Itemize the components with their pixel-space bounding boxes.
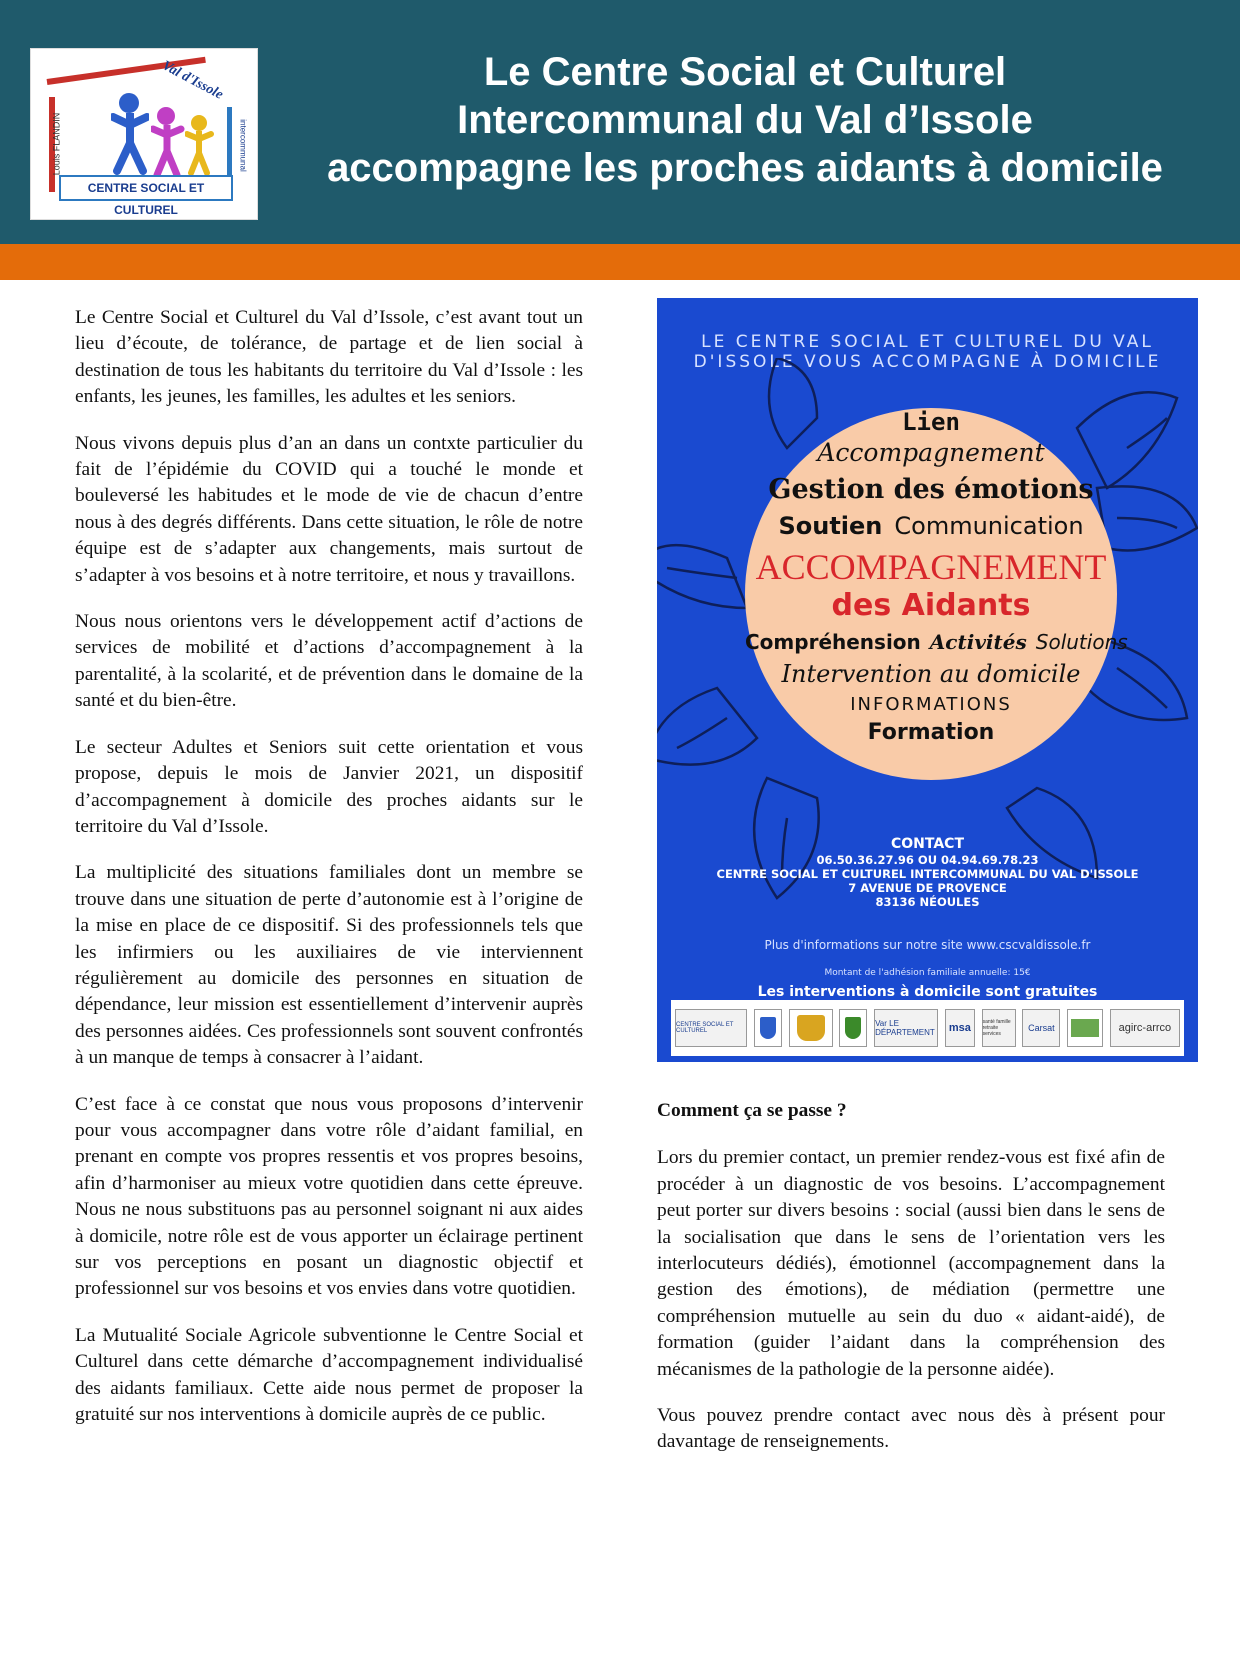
word-communication: Communication xyxy=(894,512,1084,540)
word-solutions: Solutions xyxy=(1035,630,1128,654)
word-accompagnement: Accompagnement xyxy=(817,438,1045,467)
section-heading: Comment ça se passe ? xyxy=(657,1100,847,1121)
partner-logo-msa-text: santé famille retraite services xyxy=(982,1009,1016,1047)
partner-logo-agirc-arrco: agirc-arrco xyxy=(1110,1009,1180,1047)
orange-band xyxy=(0,244,1240,280)
partner-logo-crest-icon xyxy=(839,1009,867,1047)
word-gestion: Gestion des émotions xyxy=(768,474,1094,505)
partner-logo-crest-icon xyxy=(754,1009,782,1047)
organization-logo xyxy=(30,48,258,220)
contact-organization: CENTRE SOCIAL ET CULTUREL INTERCOMMUNAL DU VAL D'ISSOLE xyxy=(716,867,1139,881)
word-lien: Lien xyxy=(902,408,960,436)
word-informations: INFORMATIONS xyxy=(850,694,1012,715)
poster-heading-line: D'ISSOLE VOUS ACCOMPAGNE À DOMICILE xyxy=(693,352,1162,372)
word-intervention: Intervention au domicile xyxy=(781,660,1081,688)
partner-logos xyxy=(671,1000,1184,1056)
free-interventions: Les interventions à domicile sont gratuites xyxy=(757,984,1098,1000)
title-line: Intercommunal du Val d’Issole xyxy=(457,98,1033,142)
partner-logo-var: Var LE DÉPARTEMENT xyxy=(874,1009,938,1047)
paragraph: Le secteur Adultes et Seniors suit cette orientation et vous propose, depuis le mois de Janvier 2021, un dispositif d’accompagnement à domicile des proches aidants sur le territoire du Val d’Issole. xyxy=(75,736,583,837)
logo-side-text: intercommunal xyxy=(238,119,248,172)
logo-caption: CENTRE SOCIAL ET CULTUREL xyxy=(59,175,233,201)
poster-heading-line: LE CENTRE SOCIAL ET CULTUREL DU VAL xyxy=(701,332,1154,352)
word-comprehension: Compréhension xyxy=(745,630,921,654)
contact-label: CONTACT xyxy=(890,836,964,852)
paragraph: Nous nous orientons vers le développement actif d’actions de services de mobilité et d’actions d’accompagnement à la parentalité, à la scolarité, et de prévention dans le domaine de la santé et du bien-être. xyxy=(75,611,583,712)
paragraph: C’est face à ce constat que nous vous proposons d’intervenir pour vous accompagner dans votre rôle d’aidant familial, en prenant en compte vos propres ressentis et vos propres besoins, afin d’harmoniser au mieux votre quotidien dans cette épreuve. Nous ne nous substituons pas au personnel soignant ni aux aides à domicile, notre rôle est de vous apporter un éclairage pertinent sur vos perceptions en posant un diagnostic objectif et professionnel sur vos besoins et vos envies dans votre quotidien. xyxy=(75,1093,583,1300)
paragraph: Vous pouvez prendre contact avec nous dès à présent pour davantage de renseignements. xyxy=(657,1405,1165,1453)
paragraph: Lors du premier contact, un premier rendez-vous est fixé afin de procéder à un diagnostic de vos besoins. L’accompagnement peut porter sur divers besoins : social (aussi bien dans le sens de la socialisation que dans le sens de l’orientation vers les interlocuteurs dédiés), émotionnel (accompagnement dans la gestion des émotions), de médiation (permettre une compréhension mutuelle au sein du duo « aidant-aidé), de formation (guider l’aidant dans la compréhension des mécanismes de la pathologie de la personne aidée). xyxy=(657,1147,1165,1380)
word-accompagnement-big: ACCOMPAGNEMENT xyxy=(755,547,1107,587)
word-formation: Formation xyxy=(867,720,995,745)
title-line: Le Centre Social et Culturel xyxy=(483,50,1007,94)
partner-logo-cscvi: CENTRE SOCIAL ET CULTUREL xyxy=(675,1009,747,1047)
website-line: Plus d'informations sur notre site www.cscvaldissole.fr xyxy=(764,938,1091,952)
paragraph: La multiplicité des situations familiales dont un membre se trouve dans une situation de perte d’autonomie est à l’origine de la mise en place de ce dispositif. Si des professionnels tels que les infirmiers ou les auxiliaires de vie interviennent régulièrement au domicile des personnes en situation de dépendance, leur mission est essentiellement d’intervenir auprès des personnes aidées. Ces professionnels sont souvent confrontés à un manque de temps à consacrer à l’aidant. xyxy=(75,862,583,1069)
paragraph: La Mutualité Sociale Agricole subventionne le Centre Social et Culturel dans cette démarche d’accompagnement individualisé des aidants familiaux. Cette aide nous permet de proposer la gratuité sur nos interventions à domicile auprès de ce public. xyxy=(75,1324,583,1426)
flyer-poster xyxy=(657,298,1198,1062)
page-title xyxy=(270,48,1220,192)
left-column xyxy=(75,305,583,1448)
word-row-comprehension xyxy=(745,630,1128,655)
partner-logo-crest-icon xyxy=(789,1009,833,1047)
word-soutien: Soutien xyxy=(778,512,883,540)
contact-city: 83136 NÉOULES xyxy=(875,895,980,909)
partner-logo-msa: msa xyxy=(945,1009,975,1047)
right-column xyxy=(657,1098,1165,1476)
partner-logo-carsat: Carsat xyxy=(1022,1009,1060,1047)
membership-fee: Montant de l'adhésion familiale annuelle: 15€ xyxy=(824,968,1031,978)
partner-logo-green-icon xyxy=(1067,1009,1103,1047)
paragraph: Nous vivons depuis plus d’an an dans un contxte particulier du fait de l’épidémie du COVID qui a touché le monde et bouleversé les habitudes et le mode de vie de chacun d’entre nous à des degrés différents. Dans cette situation, le rôle de notre équipe est de s’adapter aux changements, mais surtout de s’adapter à vos besoins et à notre territoire, et nous y travaillons. xyxy=(75,432,583,586)
paragraph: Le Centre Social et Culturel du Val d’Issole, c’est avant tout un lieu d’écoute, de tolérance, de partage et de lien social à destination de tous les habitants du territoire du Val d’Issole : les enfants, les jeunes, les familles, les adultes et les seniors. xyxy=(75,307,583,408)
word-row-soutien xyxy=(745,512,1117,541)
contact-phones: 06.50.36.27.96 OU 04.94.69.78.23 xyxy=(816,853,1039,867)
logo-arc-text: Val d'Issole xyxy=(159,58,226,103)
title-line: accompagne les proches aidants à domicile xyxy=(327,146,1163,190)
logo-side-text: Louis FLANDIN xyxy=(51,112,62,176)
word-des-aidants: des Aidants xyxy=(831,588,1031,623)
word-activites: Activités xyxy=(929,630,1027,654)
contact-street: 7 AVENUE DE PROVENCE xyxy=(848,881,1007,895)
